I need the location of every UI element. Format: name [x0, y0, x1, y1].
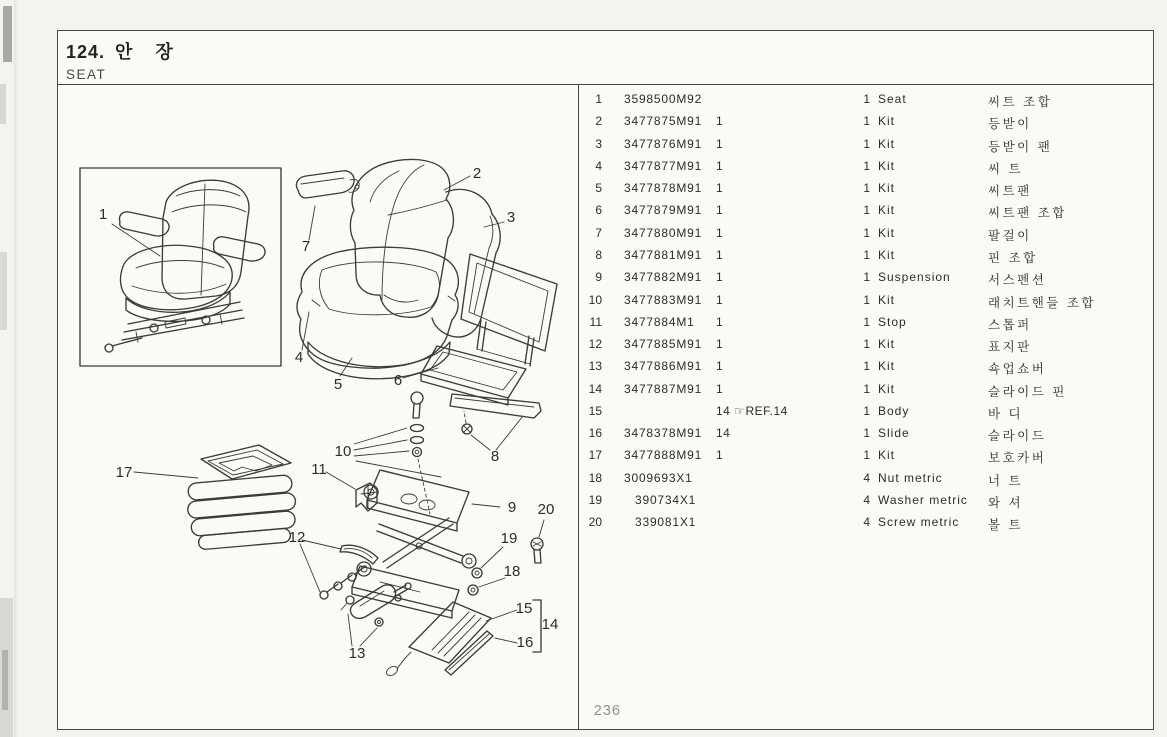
cell-part: 3477878M91: [624, 181, 703, 196]
cell-name: Slide: [878, 426, 910, 441]
cell-name: Kit: [878, 359, 896, 374]
cell-name: Screw metric: [878, 515, 960, 530]
cell-part: 3598500M92: [624, 92, 703, 106]
scan-artifact: [3, 6, 12, 62]
assembled-seat-drawing: [99, 180, 265, 352]
cell-no: 11: [589, 314, 602, 329]
pin-kit-drawing-8: [450, 394, 541, 465]
cell-part: 3477884M1: [624, 314, 695, 329]
cell-qty: 4: [863, 515, 870, 530]
cell-name: Nut metric: [878, 470, 943, 485]
table-row: [578, 114, 1154, 130]
cell-qty: 1: [863, 92, 870, 106]
cell-name: Kit: [878, 448, 896, 463]
table-row: [578, 359, 1154, 375]
cell-extra: 14: [716, 426, 731, 441]
cell-part: 3009693X1: [624, 470, 693, 485]
callout-3: 3: [506, 209, 516, 226]
parts-table: [578, 84, 1154, 730]
cell-ko: 팔걸이: [988, 228, 1032, 243]
cell-no: 9: [595, 270, 602, 285]
table-row: [578, 270, 1154, 286]
cell-ko: 서스펜션: [988, 273, 1047, 288]
cell-extra: 1: [716, 381, 724, 396]
cell-name: Body: [878, 403, 910, 418]
table-row: [578, 404, 1154, 420]
cell-qty: 1: [863, 270, 870, 285]
cell-ko: 보호카버: [988, 451, 1047, 466]
cell-name: Kit: [878, 225, 896, 240]
cell-extra: 1: [716, 114, 724, 129]
cell-ko: 너 트: [988, 473, 1024, 488]
table-row: [578, 248, 1154, 264]
cell-ko: 래치트핸들 조합: [988, 295, 1096, 310]
callout-1: 1: [98, 206, 108, 223]
cell-name: Kit: [878, 136, 896, 151]
callout-14: 14: [541, 616, 559, 633]
callout-12: 12: [288, 529, 306, 546]
cell-part: 3477877M91: [624, 158, 703, 173]
cell-ko: 바 디: [988, 406, 1024, 421]
cell-ko: 핀 조합: [988, 250, 1038, 265]
table-row: [578, 159, 1154, 175]
cell-no: 19: [588, 493, 602, 508]
cell-name: Suspension: [878, 270, 951, 285]
title-block: [66, 38, 175, 82]
cell-qty: 1: [863, 158, 870, 173]
cell-part: 3477888M91: [624, 448, 703, 463]
table-row: [578, 315, 1154, 331]
cell-ko: 씨트팬: [988, 184, 1032, 199]
slide-drawing-14-15-16: [385, 600, 559, 677]
table-row: [578, 203, 1154, 219]
cell-part: 3477881M91: [624, 247, 703, 262]
cell-extra: 1: [716, 158, 724, 173]
cell-no: 15: [588, 403, 602, 418]
cell-extra: 1: [716, 359, 724, 374]
backrest-cushion-drawing-2: [350, 159, 481, 317]
cell-part: 3477882M91: [624, 270, 703, 285]
cell-extra: 1: [716, 314, 724, 329]
cell-part: 3477887M91: [624, 381, 703, 396]
cell-ko: 씨 트: [988, 161, 1024, 176]
cell-name: Kit: [878, 247, 896, 262]
scan-artifact: [0, 252, 7, 330]
cell-qty: 1: [863, 337, 870, 352]
callout-15: 15: [515, 600, 533, 617]
cell-no: 10: [588, 292, 602, 307]
cell-qty: 1: [863, 448, 870, 463]
cell-qty: 1: [863, 203, 870, 218]
cell-no: 1: [595, 92, 602, 106]
cell-extra: 14 ☞REF.14: [716, 403, 788, 418]
cell-extra: 1: [716, 337, 724, 352]
cell-name: Kit: [878, 337, 896, 352]
scan-artifact: [0, 84, 6, 124]
section-number: 124.: [66, 42, 106, 62]
table-row: [578, 493, 1154, 509]
cell-extra: 1: [716, 225, 724, 240]
cell-ko: 씨트팬 조합: [988, 206, 1067, 221]
cell-qty: 1: [863, 381, 870, 396]
cell-ko: 등받이: [988, 117, 1032, 132]
cell-name: Kit: [878, 114, 896, 129]
screw-drawing-20: [531, 501, 554, 563]
cell-ko: 와 셔: [988, 496, 1024, 511]
cell-extra: 1: [716, 203, 724, 218]
fastener-stack-drawing-10: [335, 392, 441, 514]
callout-2: 2: [472, 165, 482, 182]
cell-name: Kit: [878, 158, 896, 173]
table-row: [578, 137, 1154, 153]
exploded-diagram: [57, 84, 578, 730]
cell-extra: 1: [716, 247, 724, 262]
cell-part: 3477875M91: [624, 114, 703, 129]
cell-name: Seat: [878, 92, 907, 106]
cell-part: 3477886M91: [624, 359, 703, 374]
cell-qty: 1: [863, 359, 870, 374]
cell-extra: 1: [716, 136, 724, 151]
cell-part: 390734X1: [635, 493, 697, 508]
callout-16: 16: [516, 634, 534, 651]
callout-6: 6: [393, 372, 403, 389]
cell-ko: 표지판: [988, 340, 1032, 355]
shock-absorber-drawing-13: [341, 583, 411, 662]
cell-ko: 쇽업쇼버: [988, 362, 1047, 377]
cell-no: 20: [588, 515, 602, 530]
cell-part: 3477885M91: [624, 337, 703, 352]
cell-part: 3477880M91: [624, 225, 703, 240]
table-row: [578, 448, 1154, 464]
cell-qty: 1: [863, 426, 870, 441]
cell-name: Kit: [878, 181, 896, 196]
scan-artifact: [0, 598, 13, 737]
cell-no: 8: [595, 247, 602, 262]
cell-no: 2: [595, 114, 602, 129]
cell-ko: 슬라이드: [988, 429, 1047, 444]
cell-part: 3477883M91: [624, 292, 703, 307]
page-number: 236: [593, 703, 621, 719]
cell-qty: 4: [863, 493, 870, 508]
cell-no: 16: [588, 426, 602, 441]
cell-qty: 1: [863, 114, 870, 129]
cell-extra: 1: [716, 292, 724, 307]
cell-no: 14: [588, 381, 602, 396]
table-row: [578, 382, 1154, 398]
inset-box: [80, 168, 281, 366]
cell-qty: 1: [863, 225, 870, 240]
callout-11: 11: [311, 461, 327, 478]
cell-part: 3477876M91: [624, 136, 703, 151]
cell-ko: 볼 트: [988, 518, 1024, 533]
scan-artifact: [2, 650, 8, 710]
exploded-diagram-panel: [57, 84, 621, 730]
scan-artifact: [14, 0, 18, 737]
cell-qty: 1: [863, 247, 870, 262]
table-row: [578, 226, 1154, 242]
table-row: [578, 337, 1154, 353]
cell-part: 339081X1: [635, 515, 697, 530]
table-row: [578, 471, 1154, 487]
cell-no: 5: [595, 181, 602, 196]
cell-qty: 1: [863, 292, 870, 307]
callout-10: 10: [334, 443, 352, 460]
callout-18: 18: [503, 563, 521, 580]
page-title: [66, 38, 175, 64]
armrest-drawing-7: [296, 171, 359, 255]
cell-name: Washer metric: [878, 493, 968, 508]
callout-17: 17: [115, 464, 133, 481]
title-korean: 안 장: [115, 42, 175, 62]
cell-no: 7: [595, 225, 602, 240]
cell-no: 17: [588, 448, 602, 463]
cell-no: 13: [588, 359, 602, 374]
callout-5: 5: [333, 376, 343, 393]
cell-ko: 스톱퍼: [988, 317, 1032, 332]
label-kit-drawing-12: [289, 529, 378, 599]
cell-ko: 씨트 조합: [988, 95, 1053, 109]
callout-20: 20: [537, 501, 555, 518]
cell-no: 3: [595, 136, 602, 151]
cell-name: Kit: [878, 203, 896, 218]
table-row: [578, 293, 1154, 309]
table-row: [578, 426, 1154, 442]
cell-no: 6: [595, 203, 602, 218]
cell-ko: 슬라이드 핀: [988, 384, 1067, 399]
cell-qty: 4: [863, 470, 870, 485]
cell-ko: 등받이 팬: [988, 139, 1053, 154]
cell-part: 3477879M91: [624, 203, 703, 218]
table-row: [578, 92, 1154, 108]
backrest-pan-drawing-3: [432, 189, 515, 337]
callout-8: 8: [490, 448, 500, 465]
cell-name: Kit: [878, 292, 896, 307]
cell-no: 18: [588, 470, 602, 485]
cell-qty: 1: [863, 136, 870, 151]
callout-13: 13: [348, 645, 366, 662]
cell-name: Kit: [878, 381, 896, 396]
callout-19: 19: [500, 530, 518, 547]
cell-qty: 1: [863, 403, 870, 418]
title-english: SEAT: [66, 67, 107, 82]
cell-name: Stop: [878, 314, 907, 329]
cell-extra: 1: [716, 181, 724, 196]
table-row: [578, 515, 1154, 531]
callout-9: 9: [507, 499, 517, 516]
cell-no: 12: [588, 337, 602, 352]
cell-extra: 1: [716, 448, 724, 463]
callout-7: 7: [301, 238, 311, 255]
cell-no: 4: [595, 158, 602, 173]
bellows-cover-drawing-17: [116, 445, 299, 551]
cell-part: 3478378M91: [624, 426, 703, 441]
table-row: [578, 181, 1154, 197]
callout-4: 4: [294, 349, 304, 366]
cell-extra: 1: [716, 270, 724, 285]
cell-qty: 1: [863, 181, 870, 196]
cell-qty: 1: [863, 314, 870, 329]
